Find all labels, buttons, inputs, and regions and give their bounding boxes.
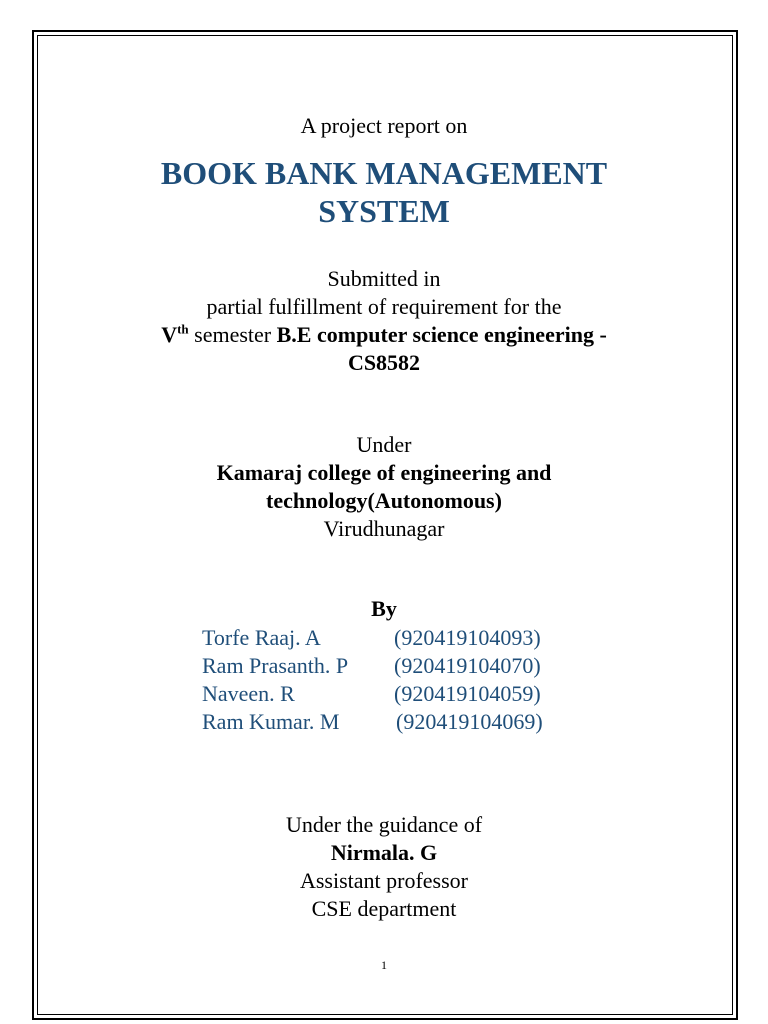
report-title-line1: BOOK BANK MANAGEMENT: [160, 155, 608, 191]
semester-superscript: th: [177, 321, 189, 337]
report-title-line2: SYSTEM: [318, 193, 450, 229]
college-name-line1: Kamaraj college of engineering and: [216, 460, 552, 485]
guide-designation: Assistant professor: [299, 868, 469, 893]
submitted-line: Submitted in: [327, 266, 441, 291]
college-city: Virudhunagar: [323, 516, 445, 541]
semester-line: [0, 322, 768, 348]
course-name: B.E computer science engineering -: [276, 322, 607, 347]
intro-text: A project report on: [300, 113, 468, 138]
member-name: Torfe Raaj. A: [202, 625, 321, 650]
under-label: Under: [356, 432, 412, 457]
member-id: (920419104069): [396, 709, 543, 734]
member-id: (920419104059): [394, 681, 541, 706]
member-name: Ram Prasanth. P: [202, 653, 349, 678]
semester-word: semester: [188, 322, 277, 347]
guide-name: Nirmala. G: [330, 840, 438, 865]
college-name-line2: technology(Autonomous): [266, 488, 502, 513]
semester-roman: V: [161, 322, 178, 347]
by-label: By: [371, 596, 397, 621]
member-name: Ram Kumar. M: [202, 709, 340, 734]
fulfillment-line: partial fulfillment of requirement for the: [206, 294, 562, 319]
course-code: CS8582: [347, 350, 421, 375]
page-number: 1: [381, 958, 387, 972]
guidance-label: Under the guidance of: [285, 812, 483, 837]
member-id: (920419104093): [394, 625, 541, 650]
member-name: Naveen. R: [202, 681, 295, 706]
member-id: (920419104070): [394, 653, 541, 678]
report-title: [0, 154, 768, 230]
guide-department: CSE department: [311, 896, 457, 921]
